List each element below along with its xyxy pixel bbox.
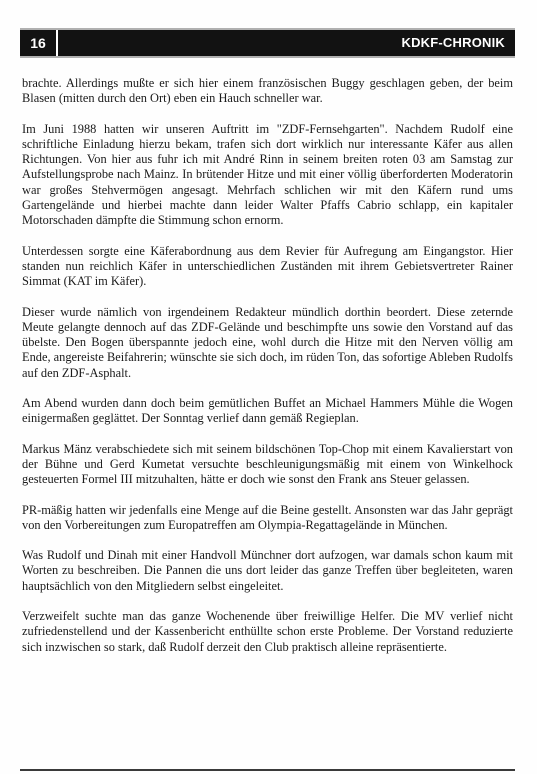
paragraph-1: brachte. Allerdings mußte er sich hier einem französischen Buggy geschlagen geben, der beim Blasen (mitten durch den Ort) eben ein Hauch schneller war. <box>22 76 513 106</box>
page-header <box>20 28 515 58</box>
paragraph-6: Markus Mänz verabschiedete sich mit seinem bildschönen Top-Chop mit einem Kavalierstart von der Bühne und Gerd Kumetat versuchte beschleunigungsmäßig mit einem von Winkelhock gesteuerten Formel III mitzuhalten, hätte er doch wie sonst den Frank ans Steuer gelassen. <box>22 441 513 487</box>
paragraph-5: Am Abend wurden dann doch beim gemütlichen Buffet an Michael Hammers Mühle die Wogen einigermaßen geglättet. Der Sonntag verlief dann gemäß Regieplan. <box>22 396 513 426</box>
paragraph-7: PR-mäßig hatten wir jedenfalls eine Menge auf die Beine gestellt. Ansonsten war das Jahr geprägt von den Vorbereitungen zum Europatreffen am Olympia-Regattagelände in München. <box>22 502 513 532</box>
paragraph-9: Verzweifelt suchte man das ganze Wochenende über freiwillige Helfer. Die MV verlief nicht zufriedenstellend und der Kassenbericht enthüllte schon erste Probleme. Der Vorstand reduzierte sich inzwischen so stark, daß Rudolf derzeit den Club praktisch alleine repräsentierte. <box>22 609 513 654</box>
paragraph-8: Was Rudolf und Dinah mit einer Handvoll Münchner dort aufzogen, war damals schon kaum mit Worten zu beschreiben. Die Pannen die uns dort leider das ganze Treffen über begleiteten, waren hauptsächlich von den Mitgliedern selbst eingeleitet. <box>22 548 513 593</box>
footer-rule <box>20 769 515 771</box>
paragraph-4: Dieser wurde nämlich von irgendeinem Redakteur mündlich dorthin beordert. Diese zeternde Meute gelangte dennoch auf das ZDF-Gelände und beschimpfte uns sowie den Vorstand auf das übelste. Den Bogen überspannte jedoch eine, wohl durch die Hitze mit den Nerven völlig am Ende, angereiste Beifahrerin; wünschte sie sich doch, im rüden Ton, das sofortige Ableben Rudolfs auf den ZDF-Asphalt. <box>22 304 513 380</box>
paragraph-2: Im Juni 1988 hatten wir unseren Auftritt im "ZDF-Fernsehgarten". Nachdem Rudolf eine schriftliche Einladung hierzu bekam, trafen sich dort wirklich nur interessante Käfer aus allen Richtungen. Von hier aus fuhr ich mit André Rinn in seinem breiten roten 03 am Samstag zur Aufstellungsprobe nach Mainz. In brütender Hitze und mit einer völlig überforderten Moderatorin war großes Stehvermögen angesagt. Mehrfach schlichen wir mit den Käfern rund ums Gartengelände und hierbei machte dann leider Walter Pfaffs Cabrio schlapp, ein kapitaler Motorschaden dämpfte die Stimmung schon ernorm. <box>22 121 513 228</box>
paragraph-3: Unterdessen sorgte eine Käferabordnung aus dem Revier für Aufregung am Eingangstor. Hier standen nun reichlich Käfer in unterschiedlichen Zuständen mit ihrem Gebietsvertreter Rainer Simmat (KAT im Käfer). <box>22 243 513 289</box>
article-body <box>22 76 513 655</box>
chronicle-title: KDKF-CHRONIK <box>401 35 505 50</box>
page-number: 16 <box>20 30 58 56</box>
